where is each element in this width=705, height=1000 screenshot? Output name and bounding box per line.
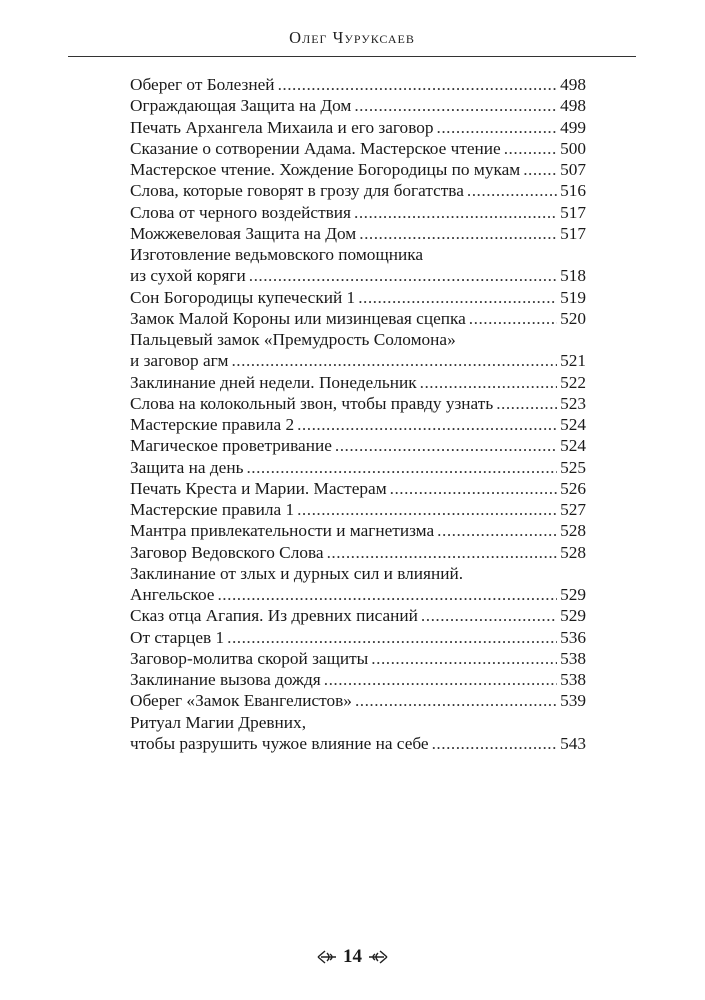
toc-leader-dots — [324, 669, 557, 690]
toc-line — [130, 244, 586, 265]
toc-entry — [130, 287, 586, 308]
toc-entry-title: От старцев 1 — [130, 627, 225, 647]
toc-page-number: 529 — [560, 606, 586, 626]
toc-entry-title: Замок Малой Короны или мизинцевая сцепка — [130, 308, 466, 328]
toc-entry — [130, 669, 586, 690]
toc-entry-title: Пальцевый замок «Премудрость Соломона» — [130, 330, 456, 349]
toc-entry — [130, 690, 586, 711]
toc-leader-dots — [496, 393, 557, 414]
toc-page-number: 517 — [560, 202, 586, 222]
toc-page-number: 528 — [560, 542, 586, 562]
toc-entry — [130, 244, 586, 287]
toc-leader-dots — [420, 372, 557, 393]
toc-line — [130, 287, 586, 308]
toc-line — [130, 648, 586, 669]
toc-line — [130, 669, 586, 690]
toc-line — [130, 457, 586, 478]
toc-line — [130, 202, 586, 223]
toc-leader-dots — [355, 690, 557, 711]
toc-entry — [130, 627, 586, 648]
toc-entry — [130, 542, 586, 563]
toc-leader-dots — [390, 478, 557, 499]
toc-page-number: 520 — [560, 308, 586, 328]
toc-page-number: 526 — [560, 478, 586, 498]
toc-entry — [130, 648, 586, 669]
toc-line — [130, 690, 586, 711]
toc-page-number: 524 — [560, 415, 586, 434]
toc-line — [130, 329, 586, 350]
toc-leader-dots — [227, 627, 557, 648]
toc-line — [130, 308, 586, 329]
toc-entry — [130, 712, 586, 755]
toc-page-number: 525 — [560, 457, 586, 477]
toc-entry-title: Мастерские правила 2 — [130, 415, 295, 434]
toc-line — [130, 265, 586, 286]
toc-entry-title: Оберег «Замок Евангелистов» — [130, 691, 352, 711]
toc-entry-title: и заговор агм — [130, 351, 229, 371]
table-of-contents — [130, 74, 586, 754]
toc-line — [130, 605, 586, 626]
toc-leader-dots — [421, 605, 557, 626]
toc-entry — [130, 159, 586, 180]
toc-entry — [130, 605, 586, 626]
running-header-author: Олег Чуруксаев — [289, 28, 415, 47]
toc-entry-title: Защита на день — [130, 457, 244, 477]
toc-page-number: 523 — [560, 393, 586, 413]
toc-page-number: 521 — [560, 351, 586, 371]
toc-leader-dots — [354, 202, 557, 223]
toc-entry-title: Заклинание от злых и дурных сил и влияний. — [130, 563, 464, 583]
toc-leader-dots — [217, 584, 557, 605]
toc-entry-title: Заклинание вызова дождя — [130, 670, 321, 689]
toc-line — [130, 584, 586, 605]
toc-entry-title: Заклинание дней недели. Понедельник — [130, 372, 417, 392]
toc-line — [130, 435, 586, 456]
page-number: 14 — [343, 946, 362, 967]
toc-entry-title: Печать Креста и Марии. Мастерам — [130, 478, 387, 498]
toc-entry — [130, 435, 586, 456]
toc-entry-title: Мастерские правила 1 — [130, 500, 295, 519]
toc-line — [130, 393, 586, 414]
toc-entry — [130, 202, 586, 223]
toc-page-number: 528 — [560, 521, 586, 541]
toc-leader-dots — [278, 74, 558, 95]
toc-entry-title: Заговор Ведовского Слова — [130, 542, 324, 562]
toc-entry — [130, 457, 586, 478]
toc-entry-title: Сон Богородицы купеческий 1 — [130, 287, 356, 307]
toc-leader-dots — [335, 435, 557, 456]
toc-line — [130, 372, 586, 393]
toc-entry — [130, 95, 586, 116]
toc-line — [130, 138, 586, 159]
toc-line — [130, 95, 586, 116]
toc-leader-dots — [231, 350, 557, 371]
toc-leader-dots — [437, 520, 557, 541]
toc-line — [130, 499, 586, 520]
toc-entry-title: Мастерское чтение. Хождение Богородицы по мукам — [130, 160, 521, 179]
toc-leader-dots — [354, 95, 557, 116]
toc-leader-dots — [437, 117, 558, 138]
toc-leader-dots — [249, 265, 557, 286]
toc-page-number: 527 — [560, 500, 586, 519]
toc-line — [130, 74, 586, 95]
toc-page-number: 539 — [560, 691, 586, 711]
toc-line — [130, 414, 586, 435]
toc-page-number: 536 — [560, 627, 586, 647]
toc-entry-title: Слова на колокольный звон, чтобы правду узнать — [130, 393, 494, 413]
toc-entry — [130, 117, 586, 138]
toc-line — [130, 733, 586, 754]
toc-page-number: 518 — [560, 266, 586, 286]
fleuron-left-icon — [317, 950, 337, 964]
toc-leader-dots — [246, 457, 557, 478]
toc-entry — [130, 74, 586, 95]
toc-entry-title: Сказ отца Агапия. Из древних писаний — [130, 606, 418, 626]
toc-entry-title: Слова, которые говорят в грозу для богатства — [130, 181, 464, 201]
toc-leader-dots — [504, 138, 557, 159]
toc-page-number: 498 — [560, 75, 586, 94]
toc-page-number: 517 — [560, 223, 586, 243]
toc-leader-dots — [358, 287, 557, 308]
toc-line — [130, 159, 586, 180]
toc-entry-title: Ритуал Магии Древних, — [130, 712, 307, 732]
toc-entry-title: Магическое проветривание — [130, 436, 332, 456]
toc-entry-title: Можжевеловая Защита на Дом — [130, 223, 357, 243]
toc-page-number: 543 — [560, 733, 586, 753]
toc-leader-dots — [359, 223, 557, 244]
toc-line — [130, 520, 586, 541]
header-rule — [68, 56, 636, 57]
toc-entry — [130, 329, 586, 372]
toc-line — [130, 478, 586, 499]
toc-entry — [130, 393, 586, 414]
toc-page-number: 500 — [560, 138, 586, 158]
toc-leader-dots — [297, 414, 557, 435]
toc-entry-title: Сказание о сотворении Адама. Мастерское чтение — [130, 138, 501, 158]
toc-entry — [130, 414, 586, 435]
toc-page-number: 498 — [560, 96, 586, 116]
toc-entry-title: Слова от черного воздействия — [130, 202, 351, 222]
toc-page-number: 529 — [560, 585, 586, 604]
page-footer — [0, 946, 705, 968]
toc-entry-title: из сухой коряги — [130, 266, 246, 286]
toc-entry — [130, 223, 586, 244]
toc-entry-title: чтобы разрушить чужое влияние на себе — [130, 733, 429, 753]
toc-page-number: 538 — [560, 670, 586, 689]
toc-entry-title: Оберег от Болезней — [130, 75, 275, 94]
toc-leader-dots — [432, 733, 557, 754]
toc-line — [130, 542, 586, 563]
toc-entry-title: Мантра привлекательности и магнетизма — [130, 521, 435, 541]
toc-leader-dots — [467, 180, 557, 201]
toc-page-number: 522 — [560, 372, 586, 392]
toc-page-number: 519 — [560, 287, 586, 307]
toc-leader-dots — [469, 308, 557, 329]
toc-line — [130, 712, 586, 733]
toc-leader-dots — [327, 542, 558, 563]
toc-entry — [130, 520, 586, 541]
toc-page-number: 516 — [560, 181, 586, 201]
toc-entry-title: Ангельское — [130, 585, 215, 604]
toc-page-number: 507 — [560, 160, 586, 179]
toc-line — [130, 223, 586, 244]
toc-line — [130, 180, 586, 201]
fleuron-right-icon — [368, 950, 388, 964]
toc-line — [130, 350, 586, 371]
toc-page-number: 499 — [560, 117, 586, 137]
toc-entry — [130, 180, 586, 201]
toc-leader-dots — [297, 499, 557, 520]
toc-line — [130, 563, 586, 584]
toc-line — [130, 627, 586, 648]
toc-line — [130, 117, 586, 138]
toc-leader-dots — [371, 648, 557, 669]
toc-entry-title: Ограждающая Защита на Дом — [130, 96, 352, 116]
toc-entry — [130, 138, 586, 159]
toc-page-number: 524 — [560, 436, 586, 456]
toc-entry — [130, 308, 586, 329]
toc-entry — [130, 563, 586, 606]
toc-entry-title: Печать Архангела Михаила и его заговор — [130, 117, 434, 137]
toc-entry-title: Заговор-молитва скорой защиты — [130, 648, 369, 668]
toc-entry — [130, 372, 586, 393]
toc-entry — [130, 478, 586, 499]
toc-page-number: 538 — [560, 648, 586, 668]
toc-entry — [130, 499, 586, 520]
toc-entry-title: Изготовление ведьмовского помощника — [130, 245, 424, 264]
toc-leader-dots — [523, 159, 557, 180]
